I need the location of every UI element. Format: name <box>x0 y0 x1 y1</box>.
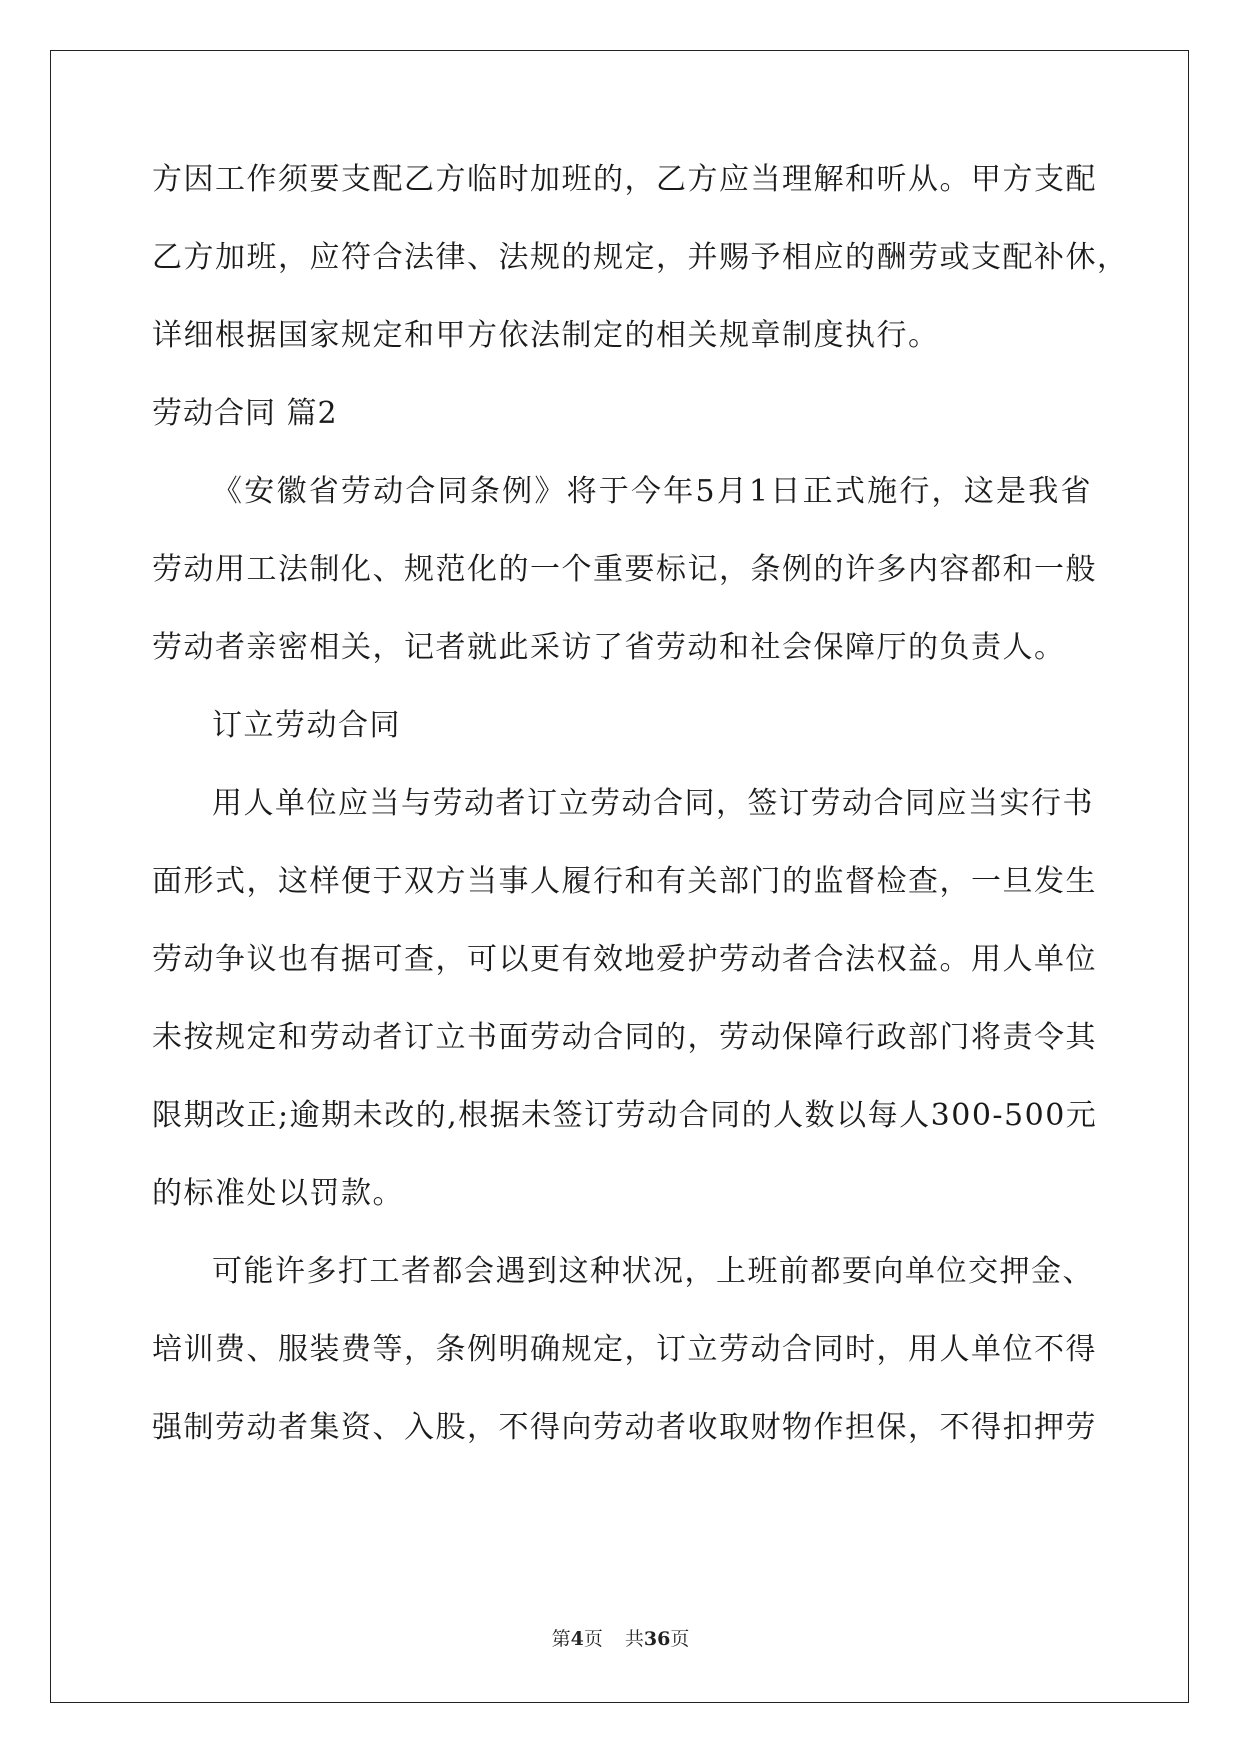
paragraph-line: 劳动争议也有据可查，可以更有效地爱护劳动者合法权益。用人单位 <box>152 942 1097 977</box>
paragraph-line: 限期改正;逾期未改的,根据未签订劳动合同的人数以每人300-500元 <box>152 1098 1098 1133</box>
paragraph-line: 劳动者亲密相关，记者就此采访了省劳动和社会保障厅的负责人。 <box>152 630 1066 665</box>
document-body <box>152 158 1129 1484</box>
paragraph-line: 劳动用工法制化、规范化的一个重要标记，条例的许多内容都和一般 <box>152 552 1097 587</box>
paragraph-line: 未按规定和劳动者订立书面劳动合同的，劳动保障行政部门将责令其 <box>152 1020 1097 1055</box>
subsection-heading: 订立劳动合同 <box>212 708 401 743</box>
paragraph-line: 用人单位应当与劳动者订立劳动合同，签订劳动合同应当实行书 <box>212 786 1094 821</box>
page-footer <box>0 1624 1241 1651</box>
paragraph-line: 培训费、服装费等，条例明确规定，订立劳动合同时，用人单位不得 <box>152 1332 1097 1367</box>
paragraph-line: 面形式，这样便于双方当事人履行和有关部门的监督检查，一旦发生 <box>152 864 1097 899</box>
total-suffix: 页 <box>670 1628 690 1650</box>
page-suffix: 页 <box>583 1628 603 1650</box>
page-prefix: 第 <box>551 1628 571 1650</box>
section-heading: 劳动合同 篇2 <box>152 396 338 431</box>
paragraph-line: 详细根据国家规定和甲方依法制定的相关规章制度执行。 <box>152 318 940 353</box>
paragraph-line: 的标准处以罚款。 <box>152 1176 404 1211</box>
paragraph-line: 乙方加班，应符合法律、法规的规定，并赐予相应的酬劳或支配补休， <box>152 240 1129 275</box>
total-prefix: 共 <box>624 1628 644 1650</box>
paragraph-line: 《安徽省劳动合同条例》将于今年5月1日正式施行，这是我省 <box>212 474 1092 509</box>
paragraph-line: 强制劳动者集资、入股，不得向劳动者收取财物作担保，不得扣押劳 <box>152 1410 1097 1445</box>
page-number: 4 <box>570 1628 584 1650</box>
paragraph-line: 可能许多打工者都会遇到这种状况，上班前都要向单位交押金、 <box>212 1254 1094 1289</box>
total-pages: 36 <box>643 1628 671 1650</box>
paragraph-line: 方因工作须要支配乙方临时加班的，乙方应当理解和听从。甲方支配 <box>152 162 1097 197</box>
